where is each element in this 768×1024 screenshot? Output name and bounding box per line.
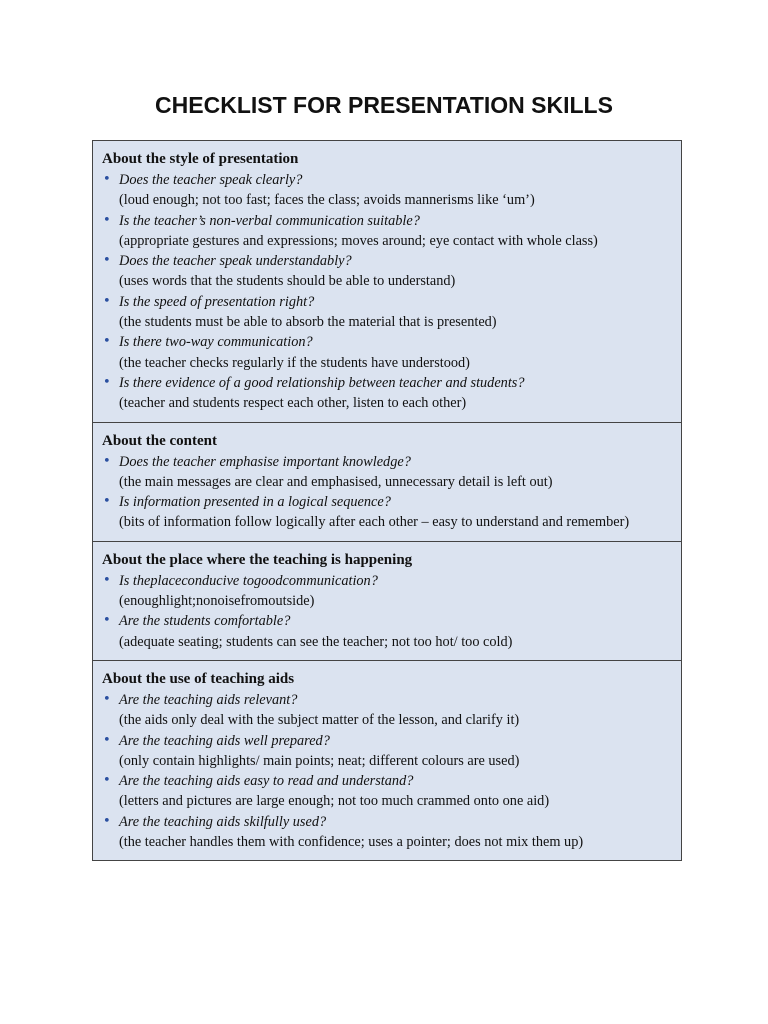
list-item bbox=[102, 292, 673, 333]
question: Are the teaching aids easy to read and understand? bbox=[119, 773, 414, 790]
bullet-icon: • bbox=[103, 773, 111, 789]
list-item bbox=[102, 373, 673, 414]
bullet-icon: • bbox=[103, 172, 111, 187]
question: Is information presented in a logical sequence? bbox=[119, 494, 391, 511]
list-item bbox=[102, 771, 673, 812]
section-style bbox=[93, 141, 681, 423]
section-teaching-aids bbox=[93, 661, 681, 860]
detail: (only contain highlights/ main points; neat; different colours are used) bbox=[119, 752, 520, 769]
question: Are the teaching aids skilfully used? bbox=[119, 813, 327, 830]
question: Is theplaceconducive togoodcommunication? bbox=[119, 572, 378, 589]
bullet-icon: • bbox=[103, 691, 111, 707]
question: Is the speed of presentation right? bbox=[119, 293, 315, 310]
section-title: About the place where the teaching is happening bbox=[102, 551, 413, 568]
detail: (the teacher handles them with confidence; uses a pointer; does not mix them up) bbox=[119, 834, 584, 851]
bullet-icon: • bbox=[103, 453, 111, 469]
list-item bbox=[102, 492, 673, 533]
list-item bbox=[102, 690, 673, 731]
bullet-icon: • bbox=[103, 494, 111, 510]
bullet-icon: • bbox=[103, 813, 111, 829]
list-item bbox=[102, 251, 673, 292]
section-title: About the use of teaching aids bbox=[102, 670, 295, 687]
page-title: CHECKLIST FOR PRESENTATION SKILLS bbox=[155, 92, 613, 118]
detail: (adequate seating; students can see the teacher; not too hot/ too cold) bbox=[119, 633, 513, 650]
list-item bbox=[102, 452, 673, 493]
question: Is the teacher’s non-verbal communication suitable? bbox=[119, 212, 420, 229]
section-content bbox=[93, 423, 681, 542]
detail: (the students must be able to absorb the material that is presented) bbox=[119, 314, 497, 331]
bullet-icon: • bbox=[103, 374, 111, 390]
bullet-icon: • bbox=[103, 572, 111, 588]
detail: (the aids only deal with the subject matter of the lesson, and clarify it) bbox=[119, 712, 520, 729]
detail: (the teacher checks regularly if the students have understood) bbox=[119, 354, 470, 371]
question: Does the teacher emphasise important knowledge? bbox=[119, 453, 411, 470]
question: Are the teaching aids well prepared? bbox=[119, 732, 330, 749]
section-title: About the content bbox=[102, 432, 217, 449]
list-item bbox=[102, 211, 673, 252]
detail: (uses words that the students should be able to understand) bbox=[119, 273, 456, 290]
bullet-icon: • bbox=[103, 732, 111, 748]
detail: (appropriate gestures and expressions; moves around; eye contact with whole class) bbox=[119, 232, 598, 249]
list-item bbox=[102, 731, 673, 772]
bullet-icon: • bbox=[103, 293, 111, 309]
detail: (teacher and students respect each other, listen to each other) bbox=[119, 395, 467, 412]
list-item bbox=[102, 571, 673, 612]
bullet-icon: • bbox=[103, 334, 111, 350]
question: Does the teacher speak understandably? bbox=[119, 253, 352, 270]
question: Does the teacher speak clearly? bbox=[119, 172, 303, 188]
detail: (letters and pictures are large enough; not too much crammed onto one aid) bbox=[119, 793, 550, 810]
detail: (bits of information follow logically after each other – easy to understand and remember) bbox=[119, 514, 630, 531]
detail: (the main messages are clear and emphasised, unnecessary detail is left out) bbox=[119, 473, 553, 490]
question: Is there evidence of a good relationship between teacher and students? bbox=[119, 374, 525, 391]
list-item bbox=[102, 812, 673, 853]
bullet-icon: • bbox=[103, 212, 111, 228]
list-item bbox=[102, 170, 673, 211]
question: Are the students comfortable? bbox=[119, 613, 291, 630]
bullet-icon: • bbox=[103, 613, 111, 629]
detail: (enoughlight;nonoisefromoutside) bbox=[119, 593, 315, 610]
question: Are the teaching aids relevant? bbox=[119, 691, 298, 708]
detail: (loud enough; not too fast; faces the class; avoids mannerisms like ‘um’) bbox=[119, 192, 535, 209]
list-item bbox=[102, 611, 673, 652]
question: Is there two-way communication? bbox=[119, 334, 313, 351]
section-title: About the style of presentation bbox=[102, 151, 299, 167]
section-place bbox=[93, 542, 681, 661]
checklist-box bbox=[92, 140, 682, 861]
list-item bbox=[102, 332, 673, 373]
bullet-icon: • bbox=[103, 253, 111, 269]
